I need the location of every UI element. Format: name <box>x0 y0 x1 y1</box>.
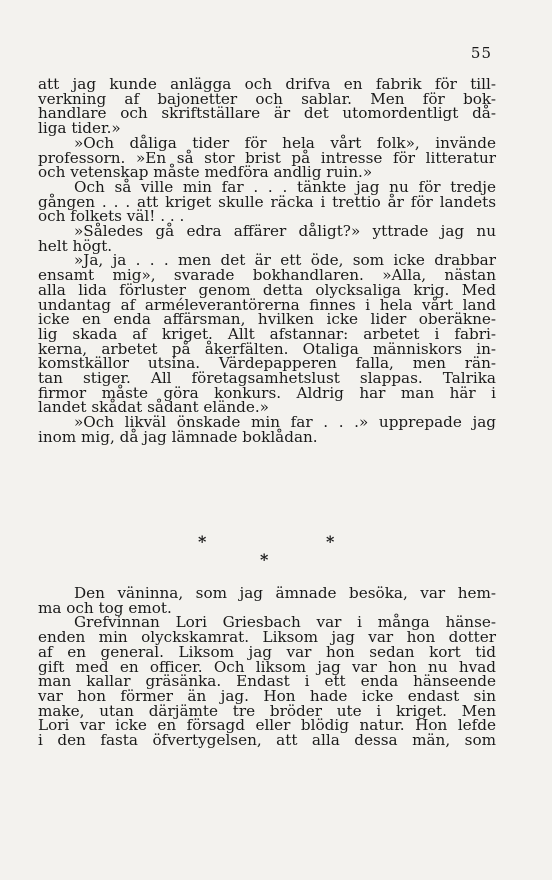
text-line: ma och tog emot. <box>38 598 172 617</box>
text-line: »Således gå edra affärer dåligt?» yttrade jag nu <box>74 222 496 241</box>
text-line: gången . . . att kriget skulle räcka i trettio år för landets <box>38 192 496 211</box>
main-text-section-2 <box>38 586 496 748</box>
section-separator <box>0 528 552 568</box>
text-line: var hon förmer än jag. Hon hade icke endast sin <box>38 686 496 705</box>
text-line: och vetenskap måste medföra andlig ruin.» <box>38 163 373 182</box>
text-line: Den väninna, som jag ämnade besöka, var hem- <box>74 584 496 602</box>
text-line: tan stiger. All företagsamhetslust slappas. Talrika <box>38 369 496 388</box>
text-line: i den fasta öfvertygelsen, att alla dessa män, som <box>38 731 496 750</box>
main-text-section-1 <box>38 77 496 445</box>
text-line: liga tider.» <box>38 119 121 138</box>
text-line: landet skådat sådant elände.» <box>38 398 269 417</box>
text-line: Lori var icke en försagd eller blödig natur. Hon lefde <box>38 716 496 735</box>
text-line: make, utan därjämte tre bröder ute i kriget. Men <box>38 701 496 720</box>
text-line: kerna, arbetet på åkerfälten. Otaliga människors in- <box>38 339 496 358</box>
text-line: Grefvinnan Lori Griesbach var i många hänse- <box>74 613 496 632</box>
text-line: handlare och skriftställare är det utomordentligt då- <box>38 104 496 123</box>
text-line: helt högt. <box>38 236 113 255</box>
text-line: komstkällor utsina. Värdepapperen falla, men rän- <box>38 354 496 373</box>
asterisk-ornament: * <box>260 550 269 569</box>
text-line: »Och dåliga tider för hela vårt folk», invände <box>74 133 496 152</box>
text-line: man kallar gräsänka. Endast i ett enda hänseende <box>38 672 496 691</box>
asterisk-ornament: * <box>326 532 335 551</box>
page-number: 55 <box>470 44 492 62</box>
text-line: lig skada af kriget. Allt afstannar: arbetet i fabri- <box>38 324 496 343</box>
text-line: professorn. »En så stor brist på intresse för litteratur <box>38 148 496 167</box>
text-line: firmor måste göra konkurs. Aldrig har man här i <box>38 383 496 402</box>
text-line: gift med en officer. Och liksom jag var hon nu hvad <box>38 657 496 676</box>
text-line: icke en enda affärsman, hvilken icke lider oberäkne- <box>38 310 496 329</box>
text-line: »Ja, ja . . . men det är ett öde, som icke drabbar <box>74 251 496 270</box>
text-line: alla lida förluster genom detta olycksaliga krig. Med <box>38 280 496 299</box>
text-line: och folkets väl! . . . <box>38 207 185 226</box>
text-line: verkning af bajonetter och sablar. Men för bok- <box>38 89 496 108</box>
text-line: inom mig, då jag lämnade boklådan. <box>38 427 318 446</box>
text-line: »Och likväl önskade min far . . .» upprepade jag <box>74 413 496 432</box>
text-line: att jag kunde anlägga och drifva en fabrik för till- <box>38 75 496 93</box>
text-line: Och så ville min far . . . tänkte jag nu för tredje <box>74 177 496 196</box>
text-line: enden min olyckskamrat. Liksom jag var hon dotter <box>38 628 496 647</box>
text-line: af en general. Liksom jag var hon sedan kort tid <box>38 642 496 661</box>
text-line: undantag af arméleverantörerna finnes i hela vårt land <box>38 295 496 314</box>
asterisk-ornament: * <box>198 532 207 551</box>
text-line: ensamt mig», svarade bokhandlaren. »Alla, nästan <box>38 266 496 285</box>
